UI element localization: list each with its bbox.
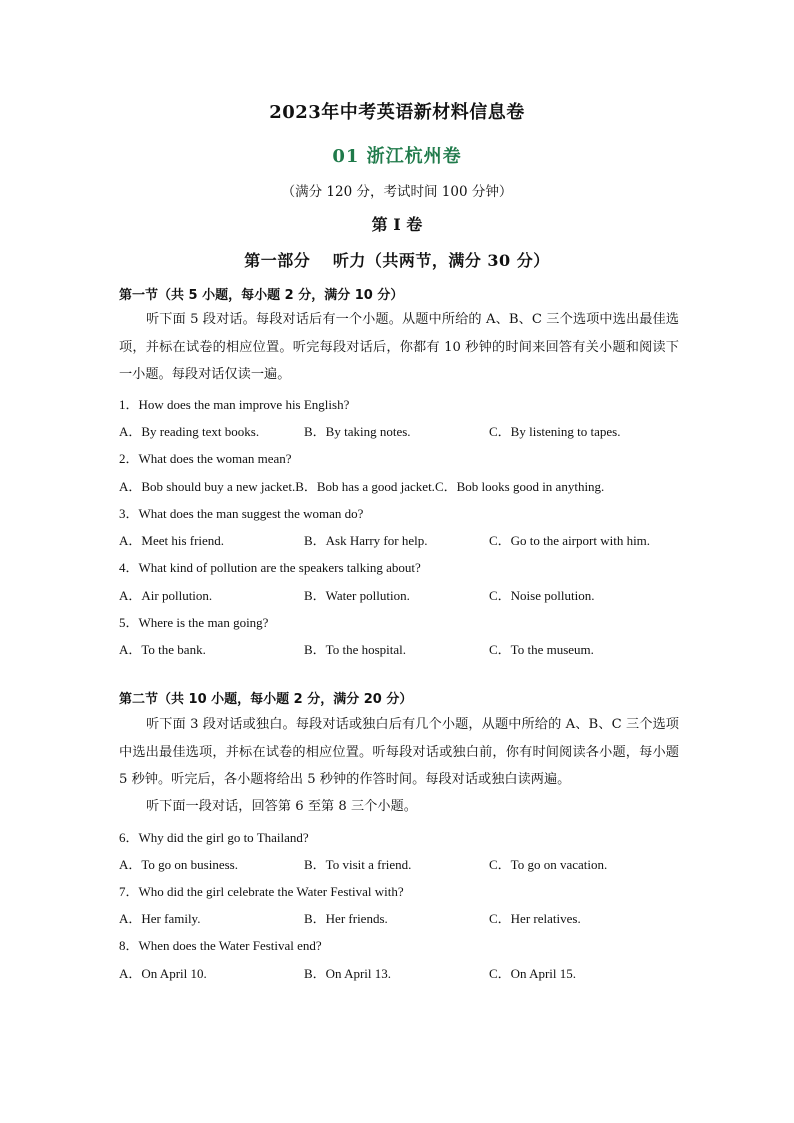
option-c: C．Go to the airport with him.: [489, 533, 651, 548]
section1-heading: 第一节（共 5 小题，每小题 2 分，满分 10 分）: [119, 288, 404, 303]
question-8-options: [119, 963, 699, 983]
exam-title: 2023年中考英语新材料信息卷: [269, 102, 525, 123]
question-2: 2．What does the woman mean?: [119, 451, 292, 466]
volume-heading: 第 I 卷: [371, 215, 423, 234]
option-c: C．Noise pollution.: [489, 588, 595, 603]
option-b: B．To the hospital.: [304, 642, 407, 657]
question-4: 4．What kind of pollution are the speakers talking about?: [119, 560, 421, 575]
option-a: A．Her family.: [119, 911, 201, 926]
question-3: 3．What does the man suggest the woman do?: [119, 506, 364, 521]
option-c: C．On April 15.: [489, 966, 577, 981]
section1-instructions: 听下面 5 段对话。每段对话后有一个小题。从题中所给的 A、B、C 三个选项中选出最佳选项，并标在试卷的相应位置。听完每段对话后，你都有 10 秒钟的时间来回答有关小题和阅读下一小题。每段对话仅读一遍。: [119, 312, 679, 382]
option-b: B．Her friends.: [304, 911, 388, 926]
question-3-options: [119, 530, 699, 550]
question-1: 1．How does the man improve his English?: [119, 397, 350, 412]
option-b: B．By taking notes.: [304, 424, 411, 439]
option-b: B．On April 13.: [304, 966, 392, 981]
option-a: A．Bob should buy a new jacket.: [119, 479, 296, 494]
question-4-options: [119, 585, 699, 605]
question-5-options: [119, 639, 699, 659]
option-a: A．By reading text books.: [119, 424, 260, 439]
question-1-options: [119, 421, 699, 441]
question-8: 8．When does the Water Festival end?: [119, 938, 322, 953]
option-c: C．Bob looks good in anything.: [434, 479, 605, 494]
option-b: B．Bob has a good jacket.: [295, 479, 435, 494]
option-c: C．To go on vacation.: [489, 857, 608, 872]
option-c: C．Her relatives.: [489, 911, 581, 926]
question-2-options: [119, 476, 699, 496]
question-6-options: [119, 854, 699, 874]
option-c: C．To the museum.: [489, 642, 594, 657]
option-b: B．To visit a friend.: [304, 857, 412, 872]
part-heading: 第一部分 听力（共两节，满分 30 分）: [244, 251, 550, 270]
section2-heading: 第二节（共 10 小题，每小题 2 分，满分 20 分）: [119, 692, 413, 707]
question-7-options: [119, 908, 699, 928]
score-info: （满分 120 分，考试时间 100 分钟）: [281, 184, 513, 200]
option-c: C．By listening to tapes.: [489, 424, 621, 439]
question-7: 7．Who did the girl celebrate the Water Festival with?: [119, 884, 404, 899]
exam-subtitle: 01 浙江杭州卷: [332, 146, 462, 167]
option-a: A．Air pollution.: [119, 588, 213, 603]
option-a: A．Meet his friend.: [119, 533, 225, 548]
option-a: A．To the bank.: [119, 642, 206, 657]
option-b: B．Water pollution.: [304, 588, 410, 603]
option-b: B．Ask Harry for help.: [304, 533, 428, 548]
option-a: A．On April 10.: [119, 966, 207, 981]
question-5: 5．Where is the man going?: [119, 615, 269, 630]
section2-instructions: 听下面 3 段对话或独白。每段对话或独白后有几个小题，从题中所给的 A、B、C 三个选项中选出最佳选项，并标在试卷的相应位置。听每段对话或独白前，你有时间阅读各小题，每小题 5 秒钟。听完后，各小题将给出 5 秒钟的作答时间。每段对话或独白读两遍。: [119, 717, 679, 787]
section2-sub-instruction: 听下面一段对话，回答第 6 至第 8 三个小题。: [146, 799, 417, 814]
question-6: 6．Why did the girl go to Thailand?: [119, 830, 309, 845]
option-a: A．To go on business.: [119, 857, 238, 872]
